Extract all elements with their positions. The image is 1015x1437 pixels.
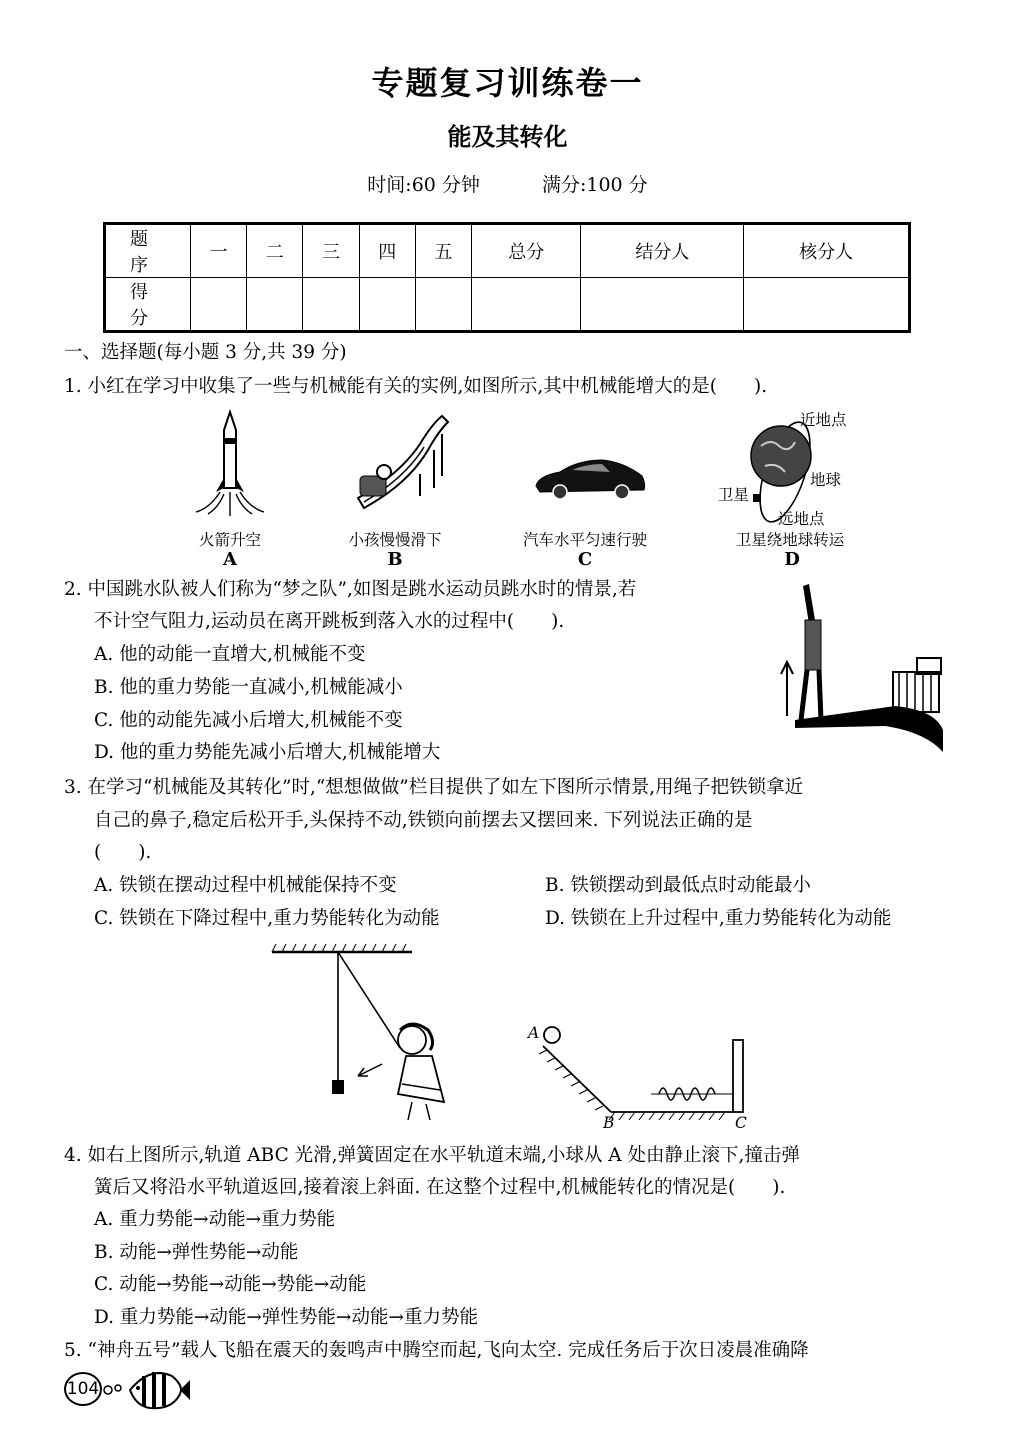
score-cell: 一	[191, 224, 247, 278]
q2-option-b[interactable]: B. 他的重力势能一直减小,机械能减小	[94, 677, 403, 698]
q1-stem: 1. 小红在学习中收集了一些与机械能有关的实例,如图所示,其中机械能增大的是( ).	[64, 376, 768, 397]
score-cell: 四	[359, 224, 415, 278]
q3-option-a[interactable]: A. 铁锁在摆动过程中机械能保持不变	[94, 875, 397, 896]
score-table	[103, 222, 911, 333]
exam-info	[0, 170, 1015, 197]
track-spring-figure	[525, 1024, 755, 1134]
car-figure	[532, 456, 648, 502]
q4-option-b[interactable]: B. 动能→弹性势能→动能	[94, 1242, 299, 1263]
score-entry[interactable]	[359, 278, 415, 332]
score-cell: 结分人	[581, 224, 744, 278]
full-score: 满分:100 分	[541, 174, 648, 196]
score-cell: 总分	[472, 224, 581, 278]
score-cell: 三	[303, 224, 359, 278]
q4-stem-line2: 簧后又将沿水平轨道返回,接着滚上斜面. 在这整个过程中,机械能转化的情况是( ).	[94, 1177, 786, 1198]
label-c: C	[735, 1114, 747, 1132]
label-satellite: 卫星	[718, 486, 750, 504]
q3-stem-line1: 3. 在学习“机械能及其转化”时,“想想做做”栏目提供了如左下图所示情景,用绳子把铁锁拿近	[64, 777, 804, 798]
score-entry[interactable]	[303, 278, 359, 332]
q2-stem-line1: 2. 中国跳水队被人们称为“梦之队”,如图是跳水运动员跳水时的情景,若	[64, 579, 637, 600]
label-a: A	[528, 1024, 540, 1042]
slide-figure	[350, 414, 450, 514]
q3-option-c[interactable]: C. 铁锁在下降过程中,重力势能转化为动能	[94, 908, 440, 929]
score-entry[interactable]	[415, 278, 471, 332]
page-number: 104	[64, 1372, 102, 1406]
score-row-label: 得 分	[105, 278, 191, 332]
q4-option-c[interactable]: C. 动能→势能→动能→势能→动能	[94, 1274, 367, 1295]
section-heading: 一、选择题(每小题 3 分,共 39 分)	[64, 342, 347, 363]
q3-option-d[interactable]: D. 铁锁在上升过程中,重力势能转化为动能	[545, 908, 892, 929]
score-entry[interactable]	[744, 278, 910, 332]
score-cell: 核分人	[744, 224, 910, 278]
q4-option-d[interactable]: D. 重力势能→动能→弹性势能→动能→重力势能	[94, 1307, 478, 1328]
figure-letter-c: C	[577, 549, 593, 570]
time-limit: 时间:60 分钟	[367, 174, 480, 196]
q4-option-a[interactable]: A. 重力势能→动能→重力势能	[94, 1209, 336, 1230]
score-entry[interactable]	[472, 278, 581, 332]
q3-stem-line2: 自己的鼻子,稳定后松开手,头保持不动,铁锁向前摆去又摆回来. 下列说法正确的是	[94, 810, 753, 831]
page-title: 专题复习训练卷一	[371, 64, 644, 102]
figure-letter-d: D	[784, 549, 800, 570]
fish-decoration-icon	[100, 1366, 190, 1414]
q2-option-c[interactable]: C. 他的动能先减小后增大,机械能不变	[94, 710, 403, 731]
pendulum-lock-figure	[272, 944, 472, 1124]
q3-stem-line3: ( ).	[94, 842, 152, 863]
q2-option-d[interactable]: D. 他的重力势能先减小后增大,机械能增大	[94, 742, 441, 763]
score-entry[interactable]	[247, 278, 303, 332]
q4-stem-line1: 4. 如右上图所示,轨道 ABC 光滑,弹簧固定在水平轨道末端,小球从 A 处由静止滚下,撞击弹	[64, 1145, 800, 1166]
caption-b: 小孩慢慢滑下	[348, 531, 442, 549]
rocket-figure	[190, 408, 270, 518]
figure-letter-b: B	[387, 549, 403, 570]
label-far-point: 远地点	[778, 510, 825, 528]
q2-option-a[interactable]: A. 他的动能一直增大,机械能不变	[94, 644, 366, 665]
score-table-score-row	[105, 278, 910, 332]
label-earth: 地球	[810, 471, 842, 489]
caption-c: 汽车水平匀速行驶	[522, 531, 647, 549]
score-cell: 五	[415, 224, 471, 278]
page-subtitle: 能及其转化	[447, 123, 568, 151]
score-entry[interactable]	[581, 278, 744, 332]
label-b: B	[603, 1114, 615, 1132]
score-cell: 二	[247, 224, 303, 278]
label-near-point: 近地点	[800, 411, 847, 429]
score-cell: 题 序	[105, 224, 191, 278]
q2-stem-line2: 不计空气阻力,运动员在离开跳板到落入水的过程中( ).	[94, 611, 565, 632]
figure-letter-a: A	[223, 549, 237, 570]
caption-a: 火箭升空	[198, 531, 261, 549]
diver-figure	[775, 580, 945, 755]
q5-stem-line1: 5. “神舟五号”载人飞船在震天的轰鸣声中腾空而起,飞向太空. 完成任务后于次日凌晨准确降	[64, 1340, 809, 1361]
score-table-header-row	[105, 224, 910, 278]
q3-option-b[interactable]: B. 铁锁摆动到最低点时动能最小	[545, 875, 811, 896]
caption-d: 卫星绕地球转运	[735, 531, 845, 549]
